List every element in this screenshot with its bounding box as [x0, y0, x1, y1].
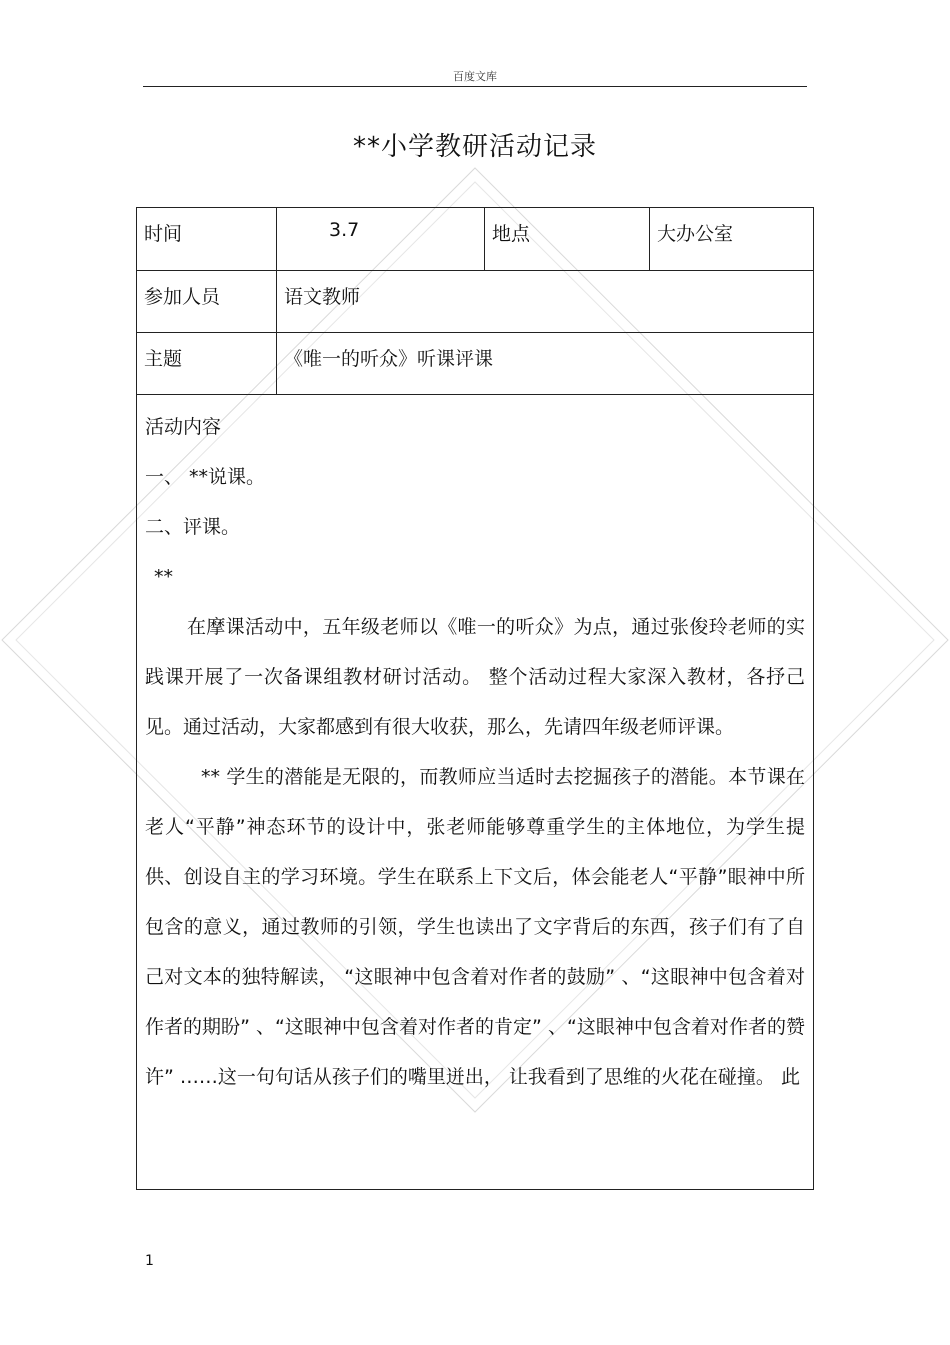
header-source: 百度文库	[453, 70, 497, 83]
time-label: 时间	[137, 208, 277, 271]
row-topic	[137, 333, 814, 395]
content-body	[137, 395, 813, 1189]
content-heading: 活动内容	[145, 416, 222, 438]
speaker-mark: **	[154, 566, 173, 588]
participants-value: 语文教师	[277, 271, 814, 333]
content-cell	[137, 395, 814, 1190]
topic-label: 主题	[137, 333, 277, 395]
paragraph-1: 在摩课活动中，五年级老师以《唯一的听众》为点，通过张俊玲老师的实践课开展了一次备课组教材研讨活动。 整个活动过程大家深入教材，各抒己见。通过活动，大家都感到有很大收获，那么，先请四年级老师评课。	[145, 616, 805, 738]
paragraph-2-text: 学生的潜能是无限的，而教师应当适时去挖掘孩子的潜能。本节课在老人“平静”神态环节的设计中，张老师能够尊重学生的主体地位，为学生提供、创设自主的学习环境。学生在联系上下文后，体会能老人“平静”眼神中所包含的意义，通过教师的引领，学生也读出了文字背后的东西，孩子们有了自己对文本的独特解读， “这眼神中包含着对作者的鼓励” 、“这眼神中包含着对作者的期盼” 、“这眼神中包含着对作者的肯定” 、“这眼神中包含着对作者的赞许” ……这一句句话从孩子们的嘴里迸出， 让我看到了思维的火花在碰撞。 此	[145, 766, 805, 1088]
row-time-place	[137, 208, 814, 271]
header-divider	[143, 86, 807, 87]
row-participants	[137, 271, 814, 333]
topic-value: 《唯一的听众》听课评课	[277, 333, 814, 395]
page-number: 1	[145, 1253, 154, 1269]
place-label: 地点	[485, 208, 650, 271]
content-item-2: 二、评课。	[145, 516, 241, 538]
row-content	[137, 395, 814, 1190]
place-value: 大办公室	[650, 208, 814, 271]
paragraph-2	[145, 752, 805, 1102]
document-title: **小学教研活动记录	[352, 132, 597, 162]
participants-label: 参加人员	[137, 271, 277, 333]
content-item-1: 一、 **说课。	[145, 466, 266, 488]
activity-record-table	[136, 207, 814, 1190]
time-value: 3.7	[277, 208, 485, 271]
paragraph-2-speaker: **	[201, 766, 220, 788]
